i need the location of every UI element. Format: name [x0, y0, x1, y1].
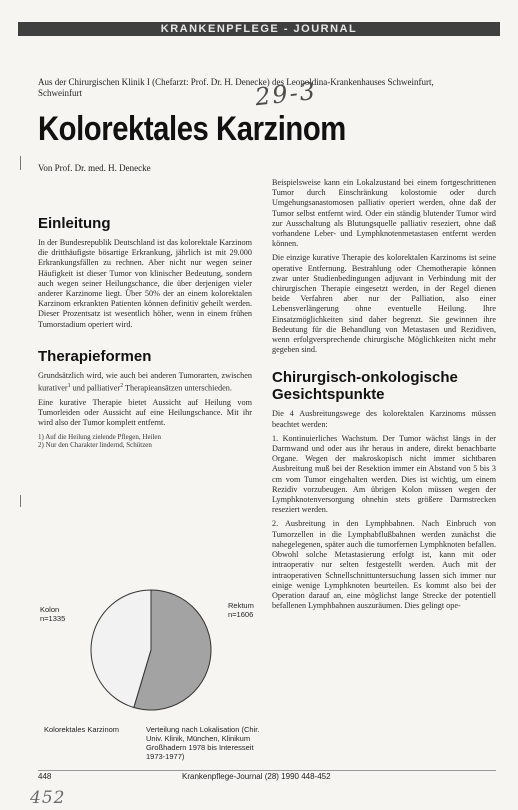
therapieformen-text-1 — [38, 371, 252, 394]
margin-mark — [20, 495, 21, 507]
therapie-text-a: Grundsätzlich wird, wie auch bei anderen Tumorarten, zwischen kurativer — [38, 370, 252, 393]
chirurgisch-text-1: Die 4 Ausbreitungswege des kolorektalen Karzinoms müssen beachtet werden: — [272, 409, 496, 429]
footnote-ref-1: 1 — [67, 383, 71, 390]
rektum-count: n=1606 — [228, 610, 254, 619]
journal-citation: Krankenpflege-Journal (28) 1990 448-452 — [182, 772, 331, 781]
rektum-label: Rektum — [228, 601, 254, 610]
margin-mark — [20, 156, 21, 170]
footnote-2: 2) Nur den Charakter lindernd, Schützen — [38, 441, 152, 450]
kolon-count: n=1335 — [40, 614, 66, 623]
right-intro-text-2: Die einzige kurative Therapie des kolorektalen Karzinoms ist seine operative Entfernung. Bestrahlung oder Chemotherapie können zwar unter Studienbedingungen adjuvant in Verbindung mit der chirurgischen Therapie eingesetzt werden, in der Regel dienen beide Verfahren aber nur der Palliation, also einer Lebensverlängerung ohne eventuelle Heilung. Ihre Einsatzmöglichkeiten sind daher begrenzt. Sie gewinnen ihre Bedeutung für die Behandlung von Metastasen und Rezidiven, wenn erfolgversprechende chirurgische Möglichkeiten nicht mehr gegeben sind. — [272, 253, 496, 355]
einleitung-text: In der Bundesrepublik Deutschland ist das kolorektale Karzinom die dritthäufigste bösartige Erkrankung, jährlich ist mit 29.000 Erkrankungsfällen zu rechnen. Aber nicht nur wegen seiner Häufigkeit ist dieser Tumor von klinischer Bedeutung, sondern auch wegen seiner Heilungschance, die über derjenigen vieler anderer Karzinome liegt. Über 50% der an einem kolorektalen Karzinom erkrankten Patienten können definitiv geheilt werden. Dieser Prozentsatz ist wesentlich höher, wenn in einem frühen Tumorstadium operiert wird. — [38, 238, 252, 329]
pie-chart-svg — [38, 575, 264, 725]
right-intro-text-1: Beispielsweise kann ein Lokalzustand bei einem fortgeschrittenen Tumor durch Einschränkung kolostomie oder durch Umgehungsanastomosen palliativ operiert werden, ohne daß der Tumor selbst entfernt wird. Oder ein ständig blutender Tumor wird zur Ausschaltung als Blutungsquelle palliativ reseziert, ohne daß vorhandene Leber- und Lymphknotenmetastasen entfernt werden können. — [272, 178, 496, 249]
right-column — [272, 178, 496, 615]
affiliation: Aus der Chirurgischen Klinik I (Chefarzt: Prof. Dr. H. Denecke) des Leopoldina-Krankenhauses Schweinfurt, Schweinfurt — [38, 77, 434, 98]
therapie-text-b: und palliativer — [72, 383, 121, 393]
pie-label-rektum — [228, 601, 254, 619]
footnote-1: 1) Auf die Heilung zielende Pflegen, Heilen — [38, 432, 162, 441]
pie-label-kolon — [40, 605, 65, 623]
handwritten-note: 29-3 — [253, 76, 319, 112]
section-heading-einleitung: Einleitung — [38, 215, 111, 232]
left-column — [38, 215, 252, 450]
article-title: Kolorektales Karzinom — [38, 110, 346, 148]
handwritten-stamp: 452 — [30, 788, 66, 808]
author-line: Von Prof. Dr. med. H. Denecke — [38, 163, 151, 173]
therapieformen-text-2: Eine kurative Therapie bietet Aussicht auf Heilung vom Tumorleiden oder Aussicht auf eine Heilungschance. Mit ihr wird also der Tumor komplett entfernt. — [38, 397, 252, 428]
journal-header-band: KRANKENPFLEGE - JOURNAL — [18, 22, 500, 36]
chart-caption-right: Verteilung nach Lokalisation (Chir. Univ. Klinik, München, Klinikum Großhadern 1978 bis Interesseit 1973-1977) — [146, 725, 260, 761]
therapie-text-c: Therapieansätzen unterschieden. — [125, 383, 232, 393]
footnote-ref-2: 2 — [120, 383, 124, 390]
section-heading-therapieformen: Therapieformen — [38, 347, 152, 365]
chirurgisch-text-3: 2. Ausbreitung in den Lymphbahnen. Nach Einbruch von Tumorzellen in die Lymphabflußbahnen werden zunächst die nahegelegenen, später auch die tumorfernen Lymphknoten befallen. Obwohl solche Metastasierung erfolgt ist, kann mit oder intraoperativ nur selten festgestellt werden. Auch mit der intraoperativen Schnellschnittuntersuchung lassen sich immer nur einige wenige Lymphknoten beurteilen. Es kommt also bei der Operation darauf an, eine möglichst lange Strecke der potentiell befallenen Lymphbahnen auszuräumen. Dies gelingt ope- — [272, 519, 496, 611]
pie-chart-figure — [38, 575, 264, 761]
section-heading-chirurgisch: Chirurgisch-onkologische Gesichtspunkte — [272, 369, 458, 404]
chart-caption-left: Kolorektales Karzinom — [44, 725, 120, 734]
chirurgisch-text-2: 1. Kontinuierliches Wachstum. Der Tumor wächst längs in der Darmwand und oder aus ihr heraus in andere, direkt benachbarte Organe. Wegen der makroskopisch nicht immer sichtbaren Ausbreitung muß bei der Resektion immer ein Abstand von 5 bis 3 cm vom Tumor eingehalten werden. Dies ist wichtig, um einem Rezidiv vorzubeugen. Am übrigen Kolon müssen wegen der Lymphknotenversorgung ohnehin stets größere Darmstrecken reseziert werden. — [272, 433, 496, 515]
page-number: 448 — [38, 772, 52, 781]
kolon-label: Kolon — [40, 605, 60, 614]
footer-rule — [38, 770, 496, 771]
